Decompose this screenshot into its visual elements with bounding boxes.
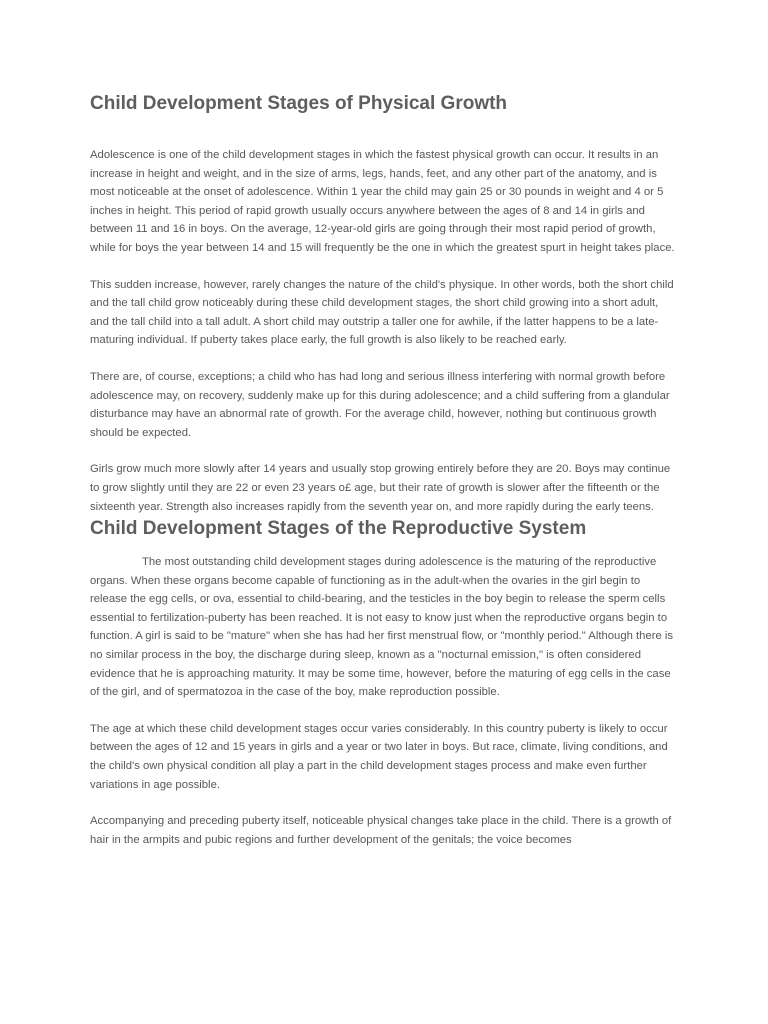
paragraph-reproductive-maturing: The most outstanding child development stages during adolescence is the maturing of the reproductive organs. When these organs become capable of functioning as in the adult-when the ovaries in the girl begin to release the egg cells, or ova, essential to child-bearing, and the testicles in the boy begin to release the sperm cells essential to fertilization-puberty has been reached. It is not easy to know just when the reproductive organs begin to function. A girl is said to be "mature" when she has had her first menstrual flow, or "monthly period." Although there is no similar process in the boy, the discharge during sleep, known as a "nocturnal emission," is often considered evidence that he is approaching maturity. It may be some time, however, before the maturing of egg cells in the case of the girl, and of spermatozoa in the case of the boy, make reproduction possible. [90,556,674,699]
paragraph-exceptions: There are, of course, exceptions; a child who has had long and serious illness interfering with normal growth before adolescence may, on recovery, suddenly make up for this during adolescence; and a child suffering from a glandular disturbance may have an abnormal rate of growth. For the average child, however, nothing but continuous growth should be expected. [90,370,670,439]
paragraph-puberty-age: The age at which these child development stages occur varies considerably. In this country puberty is likely to occur between the ages of 12 and 15 years in girls and a year or two later in boys. But race, climate, living conditions, and the child's own physical condition all play a part in the child development stages process and make even further variations in age possible. [90,722,668,791]
paragraph-physical-changes: Accompanying and preceding puberty itself, noticeable physical changes take place in the child. There is a growth of hair in the armpits and pubic regions and further development of the genitals; the voice becomes [90,815,672,846]
paragraph-adolescence-growth: Adolescence is one of the child development stages in which the fastest physical growth can occur. It results in an increase in height and weight, and in the size of arms, legs, hands, feet, and any other part of the anatomy, and is most noticeable at the onset of adolescence. Within 1 year the child may gain 25 or 30 pounds in weight and 4 or 5 inches in height. This period of rapid growth usually occurs anywhere between the ages of 8 and 14 in girls and between 11 and 16 in boys. On the average, 12-year-old girls are going through their most rapid period of growth, while for boys the year between 14 and 15 will frequently be the one in which the greatest spurt in height takes place. [90,149,675,254]
paragraph-girls-boys-growth: Girls grow much more slowly after 14 years and usually stop growing entirely before they are 20. Boys may continue to grow slightly until they are 22 or even 23 years o£ age, but their rate of growth is slower after the fifteenth or the sixteenth year. Strength also increases rapidly from the seventh year on, and more rapidly during the early teens. [90,463,671,513]
heading-physical-growth: Child Development Stages of Physical Growth [90,93,508,114]
paragraph-physique: This sudden increase, however, rarely changes the nature of the child's physique. In other words, both the short child and the tall child grow noticeably during these child development stages, the short child growing into a short adult, and the tall child into a tall adult. A short child may outstrip a taller one for awhile, if the latter happens to be a late-maturing individual. If puberty takes place early, the full growth is also likely to be reached early. [90,278,674,347]
heading-reproductive-system: Child Development Stages of the Reproductive System [90,518,587,540]
document-page [90,92,676,867]
